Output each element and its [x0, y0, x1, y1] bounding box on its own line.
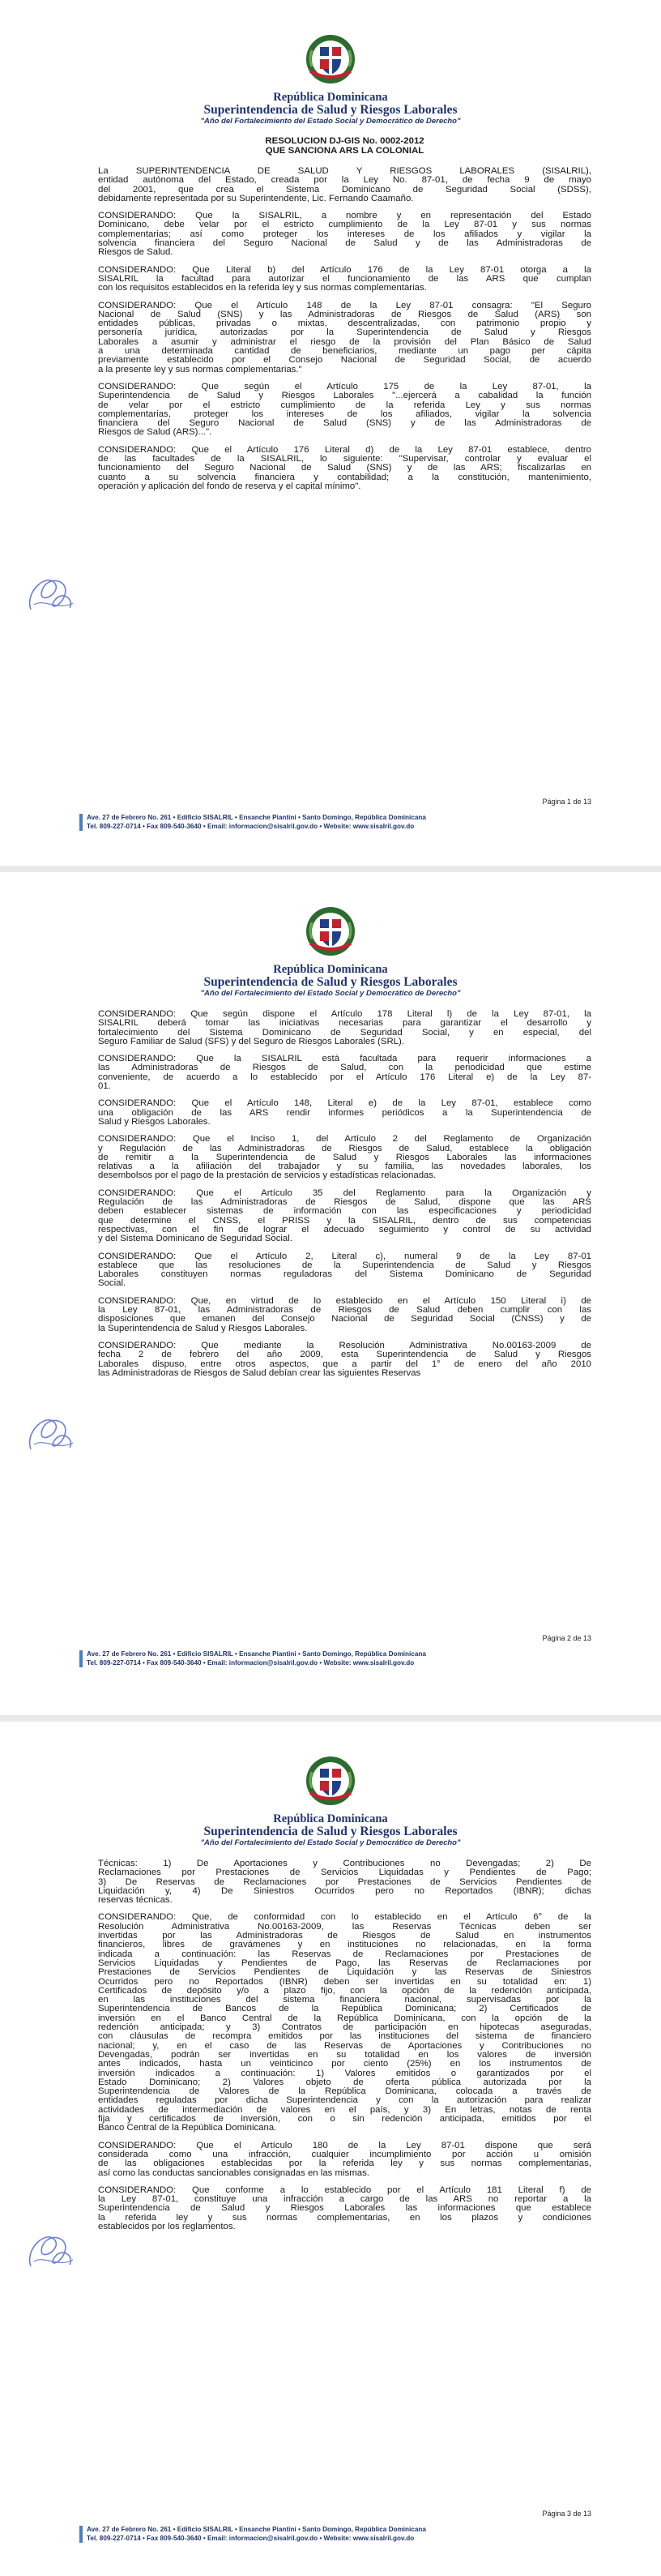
resolution-subtitle: QUE SANCIONA ARS LA COLONIAL: [265, 146, 424, 156]
considerando-paragraph: [98, 212, 591, 257]
text-line: Prestaciones de Servicios Pendientes de Liquidación y las Reservas de Siniestros: [98, 1967, 591, 1978]
page-header: [0, 963, 661, 998]
text-line: CONSIDERANDO: Que el Artículo 148, Literal e) de la Ley 87-01, establece como: [98, 1098, 591, 1109]
text-line: Devengadas, podrán ser invertidas en su totalidad en los valores de inversión: [98, 2049, 591, 2060]
republic-heading: República Dominicana: [273, 91, 388, 104]
text-line: Laborales constituyen normas reguladoras del Sistema Dominicano de Seguridad: [98, 1269, 591, 1280]
considerando-paragraph: [98, 1252, 591, 1289]
page-number: Página 1 de 13: [542, 798, 591, 806]
text-line: respectivas, con el fin de lograr el adecuado seguimiento y control de su actividad: [98, 1224, 591, 1235]
considerando-paragraph: [98, 302, 591, 374]
text-line: deben establecer sistemas de información con las especificaciones y periodicidad: [98, 1206, 591, 1217]
considerando-paragraph: [98, 383, 591, 438]
considerando-paragraph: [98, 446, 591, 491]
text-line: SISALRIL deberá tomar las iniciativas necesarias para garantizar el desarrollo y: [98, 1018, 591, 1029]
text-line: Regulación de las Administradoras de Riesgos de Salud, dispone que las ARS: [98, 1197, 591, 1208]
text-line: Banco Central de la República Dominicana.: [98, 2123, 277, 2133]
page-2-body: [98, 1010, 591, 1386]
text-line: CONSIDERANDO: Que, en virtud de lo establecido en el Artículo 150 Literal i) de: [98, 1295, 591, 1306]
initials-signature: [23, 2224, 79, 2276]
text-line: Liquidación y, 4) De Siniestros Ocurridos pero no Reportados (IBNR); dichas: [98, 1885, 591, 1896]
text-line: CONSIDERANDO: Que según el Artículo 175 de la Ley 87-01, la: [98, 381, 591, 392]
resolution-title-block: [98, 136, 591, 156]
text-line: la Ley 87-01, las Administradoras de Riesgos de Salud deben cumplir con las: [98, 1305, 591, 1316]
text-line: Seguro Familiar de Salud (SFS) y del Seguro de Riesgos Laborales (SRL).: [98, 1036, 404, 1046]
text-line: Salud y Riesgos Laborales.: [98, 1116, 211, 1127]
text-line: conveniente, de acuerdo a lo establecido por el Artículo 176 Literal e) de la Ley 87-: [98, 1072, 591, 1082]
text-line: entidades públicas, privadas o mixtas, descentralizadas, con patrimonio propio y: [98, 319, 591, 329]
text-line: CONSIDERANDO: Que la SISALRIL, a nombre y en representación del Estado: [98, 211, 591, 221]
text-line: Social.: [98, 1278, 126, 1289]
page-header: [0, 91, 661, 126]
page-footer: [79, 814, 605, 831]
text-line: Ocurridos pero no Reportados (IBNR) deben ser invertidas en su totalidad en: 1): [98, 1976, 591, 1987]
text-line: inversión indicados a continuación: 1) Valores emitidos o garantizados por el: [98, 2068, 591, 2078]
reserves-paragraph: [98, 1859, 591, 1905]
coat-of-arms-seal: [305, 906, 356, 956]
text-line: CONSIDERANDO: Que mediante la Resolución Administrativa No.00163-2009 de: [98, 1340, 591, 1350]
text-line: Técnicas: 1) De Aportaciones y Contribuciones no Devengadas; 2) De: [98, 1859, 591, 1868]
text-line: del 2001, que crea el Sistema Dominicano de Seguridad Social (SDSS),: [98, 184, 591, 195]
considerando-paragraph: [98, 1913, 591, 2133]
text-line: fecha 2 de febrero del año 2009, esta Superintendencia de Salud y Riesgos: [98, 1350, 591, 1360]
text-line: CONSIDERANDO: Que, de conformidad con lo establecido en el Artículo 6° de la: [98, 1912, 591, 1923]
republic-heading: República Dominicana: [273, 1812, 388, 1825]
text-line: Superintendencia de Valores de la República Dominicana, colocada a través de: [98, 2086, 591, 2097]
text-line: disposiciones que emanen del Consejo Nacional de Seguridad Social (CNSS) y de: [98, 1314, 591, 1324]
year-motto: "Año del Fortalecimiento del Estado Social y Democrático de Derecho": [200, 989, 461, 998]
intro-paragraph: [98, 167, 591, 203]
republic-heading: República Dominicana: [273, 963, 388, 976]
text-line: y del Sistema Dominicano de Seguridad Social.: [98, 1234, 292, 1244]
text-line: fija y certificados de inversión, con o sin redención anticipada, emitidos por el: [98, 2114, 591, 2125]
text-line: Certificados de depósito y/o a plazo fijo, con la opción de la redención anticipada,: [98, 1985, 591, 1996]
text-line: Nacional de Salud (SNS) y las Administradoras de Riesgos de Salud (ARS) son: [98, 309, 591, 319]
text-line: la Superintendencia de Salud y Riesgos Laborales.: [98, 1323, 308, 1333]
text-line: CONSIDERANDO: Que el Artículo 148 de la Ley 87-01 consagra: "El Seguro: [98, 300, 591, 310]
text-line: a la presente ley y sus normas complementarias.": [98, 364, 302, 374]
considerando-paragraph: [98, 2142, 591, 2178]
text-line: Superintendencia de Salud y Riesgos Laborales las informaciones que establece: [98, 2203, 591, 2214]
text-line: CONSIDERANDO: Que conforme a lo establecido por el Artículo 181 Literal f) de: [98, 2184, 591, 2195]
page-footer: [79, 2526, 605, 2543]
text-line: 3) De Reservas de Reclamaciones por Prestaciones de Servicios Pendientes de: [98, 1876, 591, 1887]
text-line: Reclamaciones por Prestaciones de Servicios Liquidadas y Pendientes de Pago;: [98, 1868, 591, 1878]
text-line: Laborales dispuso, entre otros aspectos, que a partir del 1° de enero del año 2010: [98, 1359, 591, 1369]
text-line: entidades reguladas por dicha Superintendencia y con la autorización para realizar: [98, 2095, 591, 2106]
text-line: de remitir a la Superintendencia de Salud y Riesgos Laborales las informaciones: [98, 1152, 591, 1162]
text-line: reservas técnicas.: [98, 1895, 173, 1906]
initials-signature: [23, 1407, 79, 1459]
text-line: y Regulación de las Administradoras de Riesgos de Salud, establece la obligación: [98, 1143, 591, 1153]
footer-address: Ave. 27 de Febrero No. 261 • Edificio SISALRIL • Ensanche Piantini • Santo Domingo, República Dominicana: [87, 2526, 426, 2533]
text-line: SISALRIL la facultad para autorizar el funcionamiento de las ARS que cumplan: [98, 273, 591, 284]
page-footer: [79, 1650, 605, 1667]
text-line: en las instituciones del sistema financiera nacional, supervisadas por la: [98, 1995, 591, 2005]
text-line: así como las conductas sancionables consignadas en las mismas.: [98, 2167, 369, 2178]
text-line: Dominicano, debe velar por el estricto cumplimiento de la Ley 87-01 y sus normas: [98, 220, 591, 230]
text-line: operación y aplicación del fondo de reserva y el capital mínimo".: [98, 481, 361, 491]
text-line: de las facultades de la SISALRIL, lo siguiente: "Supervisar, controlar y evaluar el: [98, 454, 591, 464]
initials-signature: [23, 567, 79, 619]
text-line: de las obligaciones establecidas por la referida ley y sus normas complementarias,: [98, 2159, 591, 2169]
text-line: la Ley 87-01, constituye una infracción a cargo de las ARS no reportar a la: [98, 2194, 591, 2205]
coat-of-arms-seal: [305, 34, 356, 84]
text-line: invertidas por las Administradoras de Riesgos de Salud en instrumentos: [98, 1931, 591, 1941]
text-line: la referida ley y sus normas complementarias, en los plazos y condiciones: [98, 2212, 591, 2223]
text-line: debidamente representada por su Superintendente, Lic. Fernando Caamaño.: [98, 193, 414, 203]
text-line: previamente establecido por el Consejo Nacional de Seguridad Social, de acuerdo: [98, 355, 591, 366]
text-line: funcionamiento del Seguro Nacional de Salud (SNS) y de las ARS; fiscalizarlas en: [98, 463, 591, 473]
considerando-paragraph: [98, 1010, 591, 1046]
footer-contact: Tel. 809-227-0714 • Fax 809-540-3640 • Email: informacion@sisalril.gov.do • Website: www.sisalril.gov.do: [87, 1658, 415, 1667]
considerando-paragraph: [98, 1297, 591, 1333]
document-page-1: [0, 0, 661, 866]
document-page-2: [0, 872, 661, 1715]
text-line: Resolución Administrativa No.00163-2009, las Reservas Técnicas deben ser: [98, 1921, 591, 1932]
text-line: con cláusulas de recompra emitidos por las instituciones del sistema de financiero: [98, 2031, 591, 2042]
coat-of-arms-seal: [305, 1756, 356, 1806]
text-line: CONSIDERANDO: Que Literal b) del Artículo 176 de la Ley 87-01 otorga a la: [98, 264, 591, 275]
text-line: Servicios Liquidadas y Pendientes de Pago, las Reservas de Reclamaciones por: [98, 1958, 591, 1968]
document-page-3: [0, 1722, 661, 2576]
page-3-body: [98, 1859, 591, 2240]
considerando-paragraph: [98, 1341, 591, 1378]
text-line: actividades de intermediación de valores en el país, y 3) En letras, notas de renta: [98, 2104, 591, 2115]
text-line: CONSIDERANDO: Que el Artículo 2, Literal c), numeral 9 de la Ley 87-01: [98, 1251, 591, 1261]
text-line: las Administradoras de Riesgos de Salud, con la periodicidad que estime: [98, 1063, 591, 1073]
institution-heading: Superintendencia de Salud y Riesgos Laborales: [203, 1825, 458, 1838]
page-number: Página 2 de 13: [542, 1634, 591, 1642]
institution-heading: Superintendencia de Salud y Riesgos Laborales: [203, 975, 458, 989]
page-number: Página 3 de 13: [542, 2510, 591, 2518]
text-line: inversión en el Banco Central de la República Dominicana, con la opción de la: [98, 2013, 591, 2023]
page-1-body: [98, 136, 591, 499]
footer-address: Ave. 27 de Febrero No. 261 • Edificio SISALRIL • Ensanche Piantini • Santo Domingo, República Dominicana: [87, 1650, 426, 1658]
text-line: financieros, libres de gravámenes y en instituciones no relacionadas, en la forma: [98, 1940, 591, 1950]
considerando-paragraph: [98, 2186, 591, 2232]
text-line: indicada a continuación: las Reservas de Reclamaciones por Prestaciones de: [98, 1949, 591, 1959]
year-motto: "Año del Fortalecimiento del Estado Social y Democrático de Derecho": [200, 1838, 461, 1847]
considerando-paragraph: [98, 1055, 591, 1091]
page-header: [0, 1812, 661, 1847]
text-line: nacional; y, en el caso de las Reservas de Aportaciones y Contribuciones no: [98, 2040, 591, 2051]
text-line: Riesgos de Salud (ARS)...".: [98, 427, 212, 438]
text-line: CONSIDERANDO: Que la SISALRIL está facultada para requerir informaciones a: [98, 1054, 591, 1064]
text-line: CONSIDERANDO: Que el Artículo 176 Literal d) de la Ley 87-01 establece, dentro: [98, 444, 591, 455]
year-motto: "Año del Fortalecimiento del Estado Social y Democrático de Derecho": [200, 117, 461, 126]
text-line: CONSIDERANDO: Que el Inciso 1, del Artículo 2 del Reglamento de Organización: [98, 1134, 591, 1145]
text-line: complementarias, proteger los intereses de los afiliados, vigilar la solvencia: [98, 409, 591, 419]
text-line: a una determinada cantidad de beneficiarios, mediante un pago per cápita: [98, 346, 591, 357]
text-line: Estado Dominicano; 2) Valores objeto de oferta pública autorizada por la: [98, 2077, 591, 2087]
text-line: CONSIDERANDO: Que el Artículo 35 del Reglamento para la Organización y: [98, 1187, 591, 1198]
considerando-paragraph: [98, 1135, 591, 1180]
text-line: 01.: [98, 1081, 111, 1092]
text-line: Superintendencia de Bancos de la República Dominicana; 2) Certificados de: [98, 2004, 591, 2014]
text-line: solvencia financiera del Seguro Nacional de Salud y de las Administradoras de: [98, 238, 591, 249]
text-line: financiera del Seguro Nacional de Salud (SNS) y de las Administradoras de: [98, 418, 591, 429]
text-line: antes indicados, hasta un veinticinco por ciento (25%) en los instrumentos de: [98, 2059, 591, 2069]
text-line: con los requisitos establecidos en la referida ley y sus normas complementarias.: [98, 283, 427, 293]
text-line: CONSIDERANDO: Que el Artículo 180 de la Ley 87-01 dispone que será: [98, 2140, 591, 2150]
institution-heading: Superintendencia de Salud y Riesgos Laborales: [203, 103, 458, 117]
text-line: redención anticipada; y 3) Contratos de participación en hipotecas aseguradas,: [98, 2022, 591, 2033]
text-line: Superintendencia de Salud y Riesgos Laborales "...ejercerá a cabalidad la función: [98, 391, 591, 401]
text-line: CONSIDERANDO: Que según dispone el Artículo 178 Literal l) de la Ley 87-01, la: [98, 1009, 591, 1019]
resolution-title: RESOLUCION DJ-GIS No. 0002-2012: [265, 136, 424, 146]
text-line: las Administradoras de Riesgos de Salud debían crear las siguientes Reservas: [98, 1367, 421, 1378]
text-line: La SUPERINTENDENCIA DE SALUD Y RIESGOS LABORALES (SISALRIL),: [98, 166, 591, 176]
considerando-paragraph: [98, 266, 591, 293]
text-line: establece que las resoluciones de la Superintendencia de Salud y Riesgos: [98, 1260, 591, 1270]
text-line: de velar por el estricto cumplimiento de la referida Ley y sus normas: [98, 400, 591, 410]
text-line: Riesgos de Salud.: [98, 247, 173, 258]
considerando-paragraph: [98, 1099, 591, 1127]
text-line: establecidos por los reglamentos.: [98, 2221, 236, 2232]
footer-contact: Tel. 809-227-0714 • Fax 809-540-3640 • Email: informacion@sisalril.gov.do • Website: www.sisalril.gov.do: [87, 2534, 415, 2542]
text-line: cuanto a su solvencia financiera y contabilidad; a la constitución, mantenimiento,: [98, 472, 591, 482]
footer-contact: Tel. 809-227-0714 • Fax 809-540-3640 • Email: informacion@sisalril.gov.do • Website: www.sisalril.gov.do: [87, 822, 415, 830]
text-line: personería jurídica, autorizadas por la Superintendencia de Salud y Riesgos: [98, 327, 591, 338]
footer-address: Ave. 27 de Febrero No. 261 • Edificio SISALRIL • Ensanche Piantini • Santo Domingo, República Dominicana: [87, 814, 426, 821]
considerando-paragraph: [98, 1189, 591, 1244]
text-line: considerada como una infracción, cualquier incumplimiento por acción u omisión: [98, 2149, 591, 2159]
text-line: entidad autónoma del Estado, creada por la Ley No. 87-01, de fecha 9 de mayo: [98, 175, 591, 186]
text-line: desembolsos por el pago de la prestación de servicios y estadísticas relacionadas.: [98, 1170, 437, 1181]
text-line: complementarias; así como proteger los intereses de los afiliados y vigilar la: [98, 229, 591, 239]
text-line: relativas a la afiliación del trabajador y su familia, las novedades laborales, los: [98, 1162, 591, 1172]
text-line: fortalecimiento del Sistema Dominicano de Seguridad Social, y en especial, del: [98, 1027, 591, 1038]
text-line: una obligación de las ARS rendir informes periódicos a la Superintendencia de: [98, 1107, 591, 1118]
text-line: que determine el CNSS, el PRISS y la SISALRIL, dentro de sus competencias: [98, 1215, 591, 1226]
text-line: Laborales a asumir y administrar el riesgo de la provisión del Plan Básico de Salud: [98, 336, 591, 347]
